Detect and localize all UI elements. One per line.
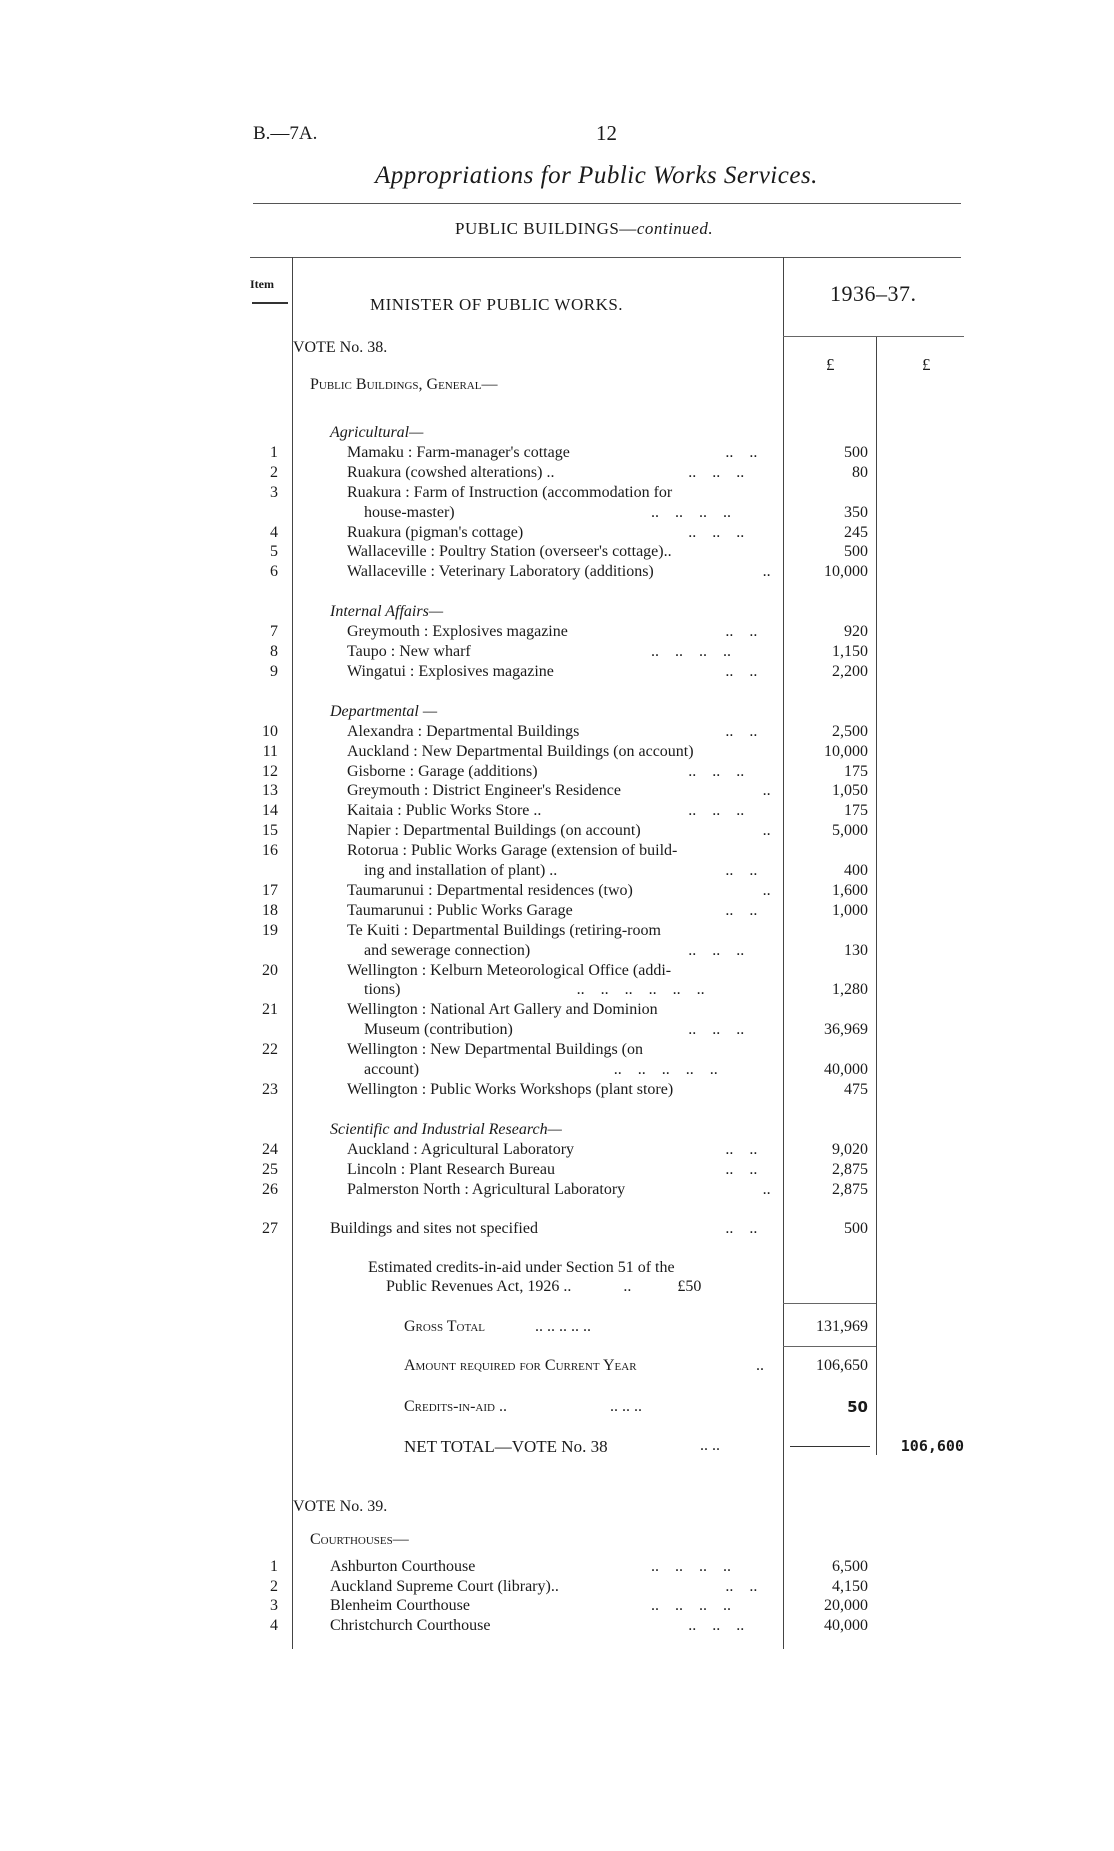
vote-38-title: VOTE No. 38.	[293, 339, 388, 356]
subtitle-rule	[250, 257, 961, 258]
leader-dots: .. .. ..	[688, 941, 745, 959]
vote-38-row	[0, 1160, 1000, 1180]
vote-38-row	[0, 1219, 1000, 1239]
vote-38-heading: Public Buildings, General—	[310, 376, 498, 393]
credits-note-line1: Estimated credits-in-aid under Section 51 of the	[368, 1259, 675, 1276]
vote-38-row	[0, 1060, 1000, 1080]
item-description: house-master)	[364, 503, 455, 521]
item-number: 3	[270, 483, 278, 501]
item-description: Mamaku : Farm-manager's cottage	[347, 443, 570, 461]
vote-38-row	[0, 483, 1000, 503]
item-amount: 9,020	[832, 1140, 868, 1158]
item-amount: 475	[844, 1080, 868, 1098]
item-description: Wellington : Kelburn Meteorological Office (addi-	[347, 961, 672, 979]
item-number: 7	[270, 623, 278, 641]
item-amount: 500	[844, 543, 868, 561]
category-heading: Internal Affairs—	[330, 603, 444, 621]
item-description: Taumarunui : Public Works Garage	[347, 901, 573, 919]
vote-38-row	[0, 1120, 1000, 1140]
credits-note-rule	[783, 1303, 876, 1304]
item-number: 23	[262, 1080, 278, 1098]
amount-required-dots: ..	[756, 1357, 764, 1374]
item-description: Alexandra : Departmental Buildings	[347, 722, 580, 740]
item-number: 16	[262, 842, 278, 860]
leader-dots: ..	[762, 782, 771, 800]
item-description: Ruakura : Farm of Instruction (accommodation for	[347, 483, 673, 501]
amount-required-label: Amount required for Current Year	[404, 1357, 637, 1374]
vote-38-row	[0, 542, 1000, 562]
leader-dots: .. .. .. .. ..	[613, 1061, 718, 1078]
item-description: Kaitaia : Public Works Store ..	[347, 802, 542, 820]
vote-38-row	[0, 801, 1000, 821]
vote-38-row	[0, 622, 1000, 642]
credits-note-dots: ..	[623, 1278, 632, 1295]
credits-note-amount: £50	[677, 1278, 702, 1295]
gross-total-rule	[783, 1346, 876, 1347]
credits-in-aid-dots: .. .. ..	[610, 1398, 642, 1415]
item-number: 8	[270, 643, 278, 660]
item-description: and sewerage connection)	[364, 941, 531, 959]
item-number: 22	[262, 1041, 278, 1059]
item-number: 1	[270, 443, 278, 461]
item-description: Auckland : New Departmental Buildings (on account)	[347, 742, 694, 760]
leader-dots: .. ..	[725, 662, 758, 680]
item-amount: 1,000	[832, 901, 868, 919]
vote-38-row	[0, 961, 1000, 981]
item-amount: 1,600	[832, 881, 868, 899]
item-number: 3	[270, 1597, 278, 1615]
item-number: 4	[270, 523, 278, 541]
item-description: Blenheim Courthouse	[330, 1597, 470, 1615]
vote-39-row	[0, 1577, 1000, 1597]
item-description: Wellington : National Art Gallery and Dominion	[347, 1001, 658, 1019]
item-number: 17	[262, 881, 278, 899]
vote-38-row	[0, 662, 1000, 682]
item-description: Napier : Departmental Buildings (on account)	[347, 822, 641, 840]
item-number: 9	[270, 662, 278, 680]
item-number: 20	[262, 961, 278, 979]
document-reference: B.—7A.	[253, 123, 318, 144]
vote-38-row	[0, 1040, 1000, 1060]
item-description: Wallaceville : Veterinary Laboratory (additions)	[347, 563, 654, 581]
leader-dots: .. ..	[725, 443, 758, 461]
item-amount: 500	[844, 443, 868, 461]
amount-required-amount: 106,650	[816, 1357, 868, 1374]
leader-dots: .. .. ..	[688, 463, 745, 481]
item-number: 12	[262, 762, 278, 780]
net-total-amount: 106,600	[900, 1437, 964, 1455]
leader-dots: .. .. .. ..	[651, 503, 731, 521]
item-amount: 10,000	[824, 742, 868, 760]
leader-dots: .. .. .. .. .. ..	[576, 981, 705, 999]
item-column-header: Item	[250, 277, 274, 291]
credits-in-aid-amount: 50	[847, 1398, 868, 1416]
leader-dots: .. ..	[725, 1160, 758, 1178]
gross-total-label: Gross Total	[404, 1318, 486, 1335]
minister-heading: MINISTER OF PUBLIC WORKS.	[370, 295, 624, 314]
item-description: Christchurch Courthouse	[330, 1616, 491, 1634]
item-amount: 2,500	[832, 722, 868, 740]
vote-38-row	[0, 821, 1000, 841]
credits-note-line2	[386, 1278, 701, 1296]
leader-dots: .. ..	[725, 901, 758, 919]
item-description: Te Kuiti : Departmental Buildings (retiring-room	[347, 921, 661, 939]
item-amount: 1,050	[832, 782, 868, 800]
item-description: Gisborne : Garage (additions)	[347, 762, 538, 780]
vote-38-row	[0, 503, 1000, 523]
gross-total-amount: 131,969	[816, 1318, 868, 1335]
vote-38-row	[0, 523, 1000, 543]
leader-dots: ..	[762, 563, 771, 581]
item-description: Greymouth : District Engineer's Residence	[347, 782, 621, 800]
item-amount: 2,200	[832, 662, 868, 680]
item-amount: 920	[844, 623, 868, 641]
item-description: tions)	[364, 981, 401, 999]
section-subtitle	[455, 219, 713, 239]
vote-38-row	[0, 463, 1000, 483]
item-description: Greymouth : Explosives magazine	[347, 623, 568, 641]
item-amount: 40,000	[824, 1061, 868, 1078]
leader-dots: .. .. ..	[688, 523, 745, 541]
item-amount: 6,500	[832, 1558, 868, 1575]
item-description: Wallaceville : Poultry Station (overseer's cottage)..	[347, 543, 672, 561]
credits-in-aid-label: Credits-in-aid ..	[404, 1398, 507, 1415]
page-number: 12	[596, 121, 617, 145]
vote-39-title: VOTE No. 39.	[293, 1498, 388, 1515]
item-amount: 40,000	[824, 1616, 868, 1634]
item-number: 10	[262, 722, 278, 740]
item-number: 2	[270, 1577, 278, 1595]
net-total-dots: .. ..	[700, 1437, 720, 1454]
vote-38-row	[0, 1080, 1000, 1100]
vote-39-row	[0, 1596, 1000, 1616]
leader-dots: .. .. .. ..	[651, 643, 731, 660]
item-amount: 5,000	[832, 822, 868, 840]
page-title: Appropriations for Public Works Services.	[375, 162, 818, 189]
item-number: 18	[262, 901, 278, 919]
item-description: Wellington : Public Works Workshops (plant store)	[347, 1080, 674, 1098]
title-rule	[253, 203, 961, 204]
vote-38-row	[0, 841, 1000, 861]
item-amount: 175	[844, 802, 868, 820]
leader-dots: ..	[762, 1180, 771, 1198]
leader-dots: .. ..	[725, 1140, 758, 1158]
item-number: 1	[270, 1558, 278, 1575]
vote-39-row	[0, 1557, 1000, 1577]
leader-dots: .. ..	[725, 623, 758, 641]
vote-38-row	[0, 781, 1000, 801]
vote-38-row	[0, 722, 1000, 742]
item-number: 14	[262, 802, 278, 820]
currency-header-col2: £	[922, 355, 931, 374]
leader-dots: .. .. .. ..	[651, 1597, 731, 1615]
item-description: Ashburton Courthouse	[330, 1558, 476, 1575]
item-number: 5	[270, 543, 278, 561]
vote-38-row	[0, 941, 1000, 961]
item-amount: 1,280	[832, 981, 868, 999]
item-number: 13	[262, 782, 278, 800]
item-number: 21	[262, 1001, 278, 1019]
vote-38-row	[0, 742, 1000, 762]
item-number: 24	[262, 1140, 278, 1158]
leader-dots: ..	[762, 822, 771, 840]
category-heading: Scientific and Industrial Research—	[330, 1120, 562, 1138]
vote-38-row	[0, 1000, 1000, 1020]
financial-year-heading: 1936–37.	[830, 281, 917, 306]
vote-38-row	[0, 881, 1000, 901]
item-description: account)	[364, 1061, 420, 1078]
item-header-rule	[252, 302, 288, 304]
item-amount: 80	[852, 463, 868, 481]
item-description: Taupo : New wharf	[347, 643, 471, 660]
vote-38-row	[0, 861, 1000, 881]
year-header-rule	[783, 336, 964, 337]
item-amount: 2,875	[832, 1180, 868, 1198]
item-description: Museum (contribution)	[364, 1021, 513, 1039]
item-amount: 175	[844, 762, 868, 780]
vote-39-row	[0, 1616, 1000, 1636]
subtitle-continued: continued.	[636, 219, 714, 238]
item-description: Auckland Supreme Court (library)..	[330, 1577, 559, 1595]
vote-38-row	[0, 1020, 1000, 1040]
item-amount: 4,150	[832, 1577, 868, 1595]
item-number: 2	[270, 463, 278, 481]
item-description: Buildings and sites not specified	[330, 1220, 538, 1238]
item-number: 19	[262, 921, 278, 939]
item-number: 25	[262, 1160, 278, 1178]
item-number: 6	[270, 563, 278, 581]
item-description: Lincoln : Plant Research Bureau	[347, 1160, 555, 1178]
item-description: Taumarunui : Departmental residences (two)	[347, 881, 633, 899]
net-total-label: NET TOTAL—VOTE No. 38	[404, 1437, 608, 1456]
item-amount: 245	[844, 523, 868, 541]
vote-38-row	[0, 1140, 1000, 1160]
leader-dots: .. .. .. ..	[651, 1558, 731, 1575]
item-number: 15	[262, 822, 278, 840]
vote-39-heading: Courthouses—	[310, 1531, 409, 1548]
gross-total-dots: .. .. .. .. ..	[535, 1318, 591, 1335]
leader-dots: .. ..	[725, 1220, 758, 1238]
credits-note-text: Public Revenues Act, 1926 ..	[386, 1278, 572, 1295]
item-amount: 20,000	[824, 1597, 868, 1615]
item-number: 4	[270, 1616, 278, 1634]
vote-38-row	[0, 980, 1000, 1000]
currency-header-col1: £	[826, 355, 835, 374]
leader-dots: ..	[762, 881, 771, 899]
item-description: Wellington : New Departmental Buildings (on	[347, 1041, 643, 1059]
vote-38-row	[0, 562, 1000, 582]
item-description: Palmerston North : Agricultural Laboratory	[347, 1180, 626, 1198]
item-amount: 2,875	[832, 1160, 868, 1178]
leader-dots: .. .. ..	[688, 1616, 745, 1634]
vote-38-row	[0, 642, 1000, 662]
item-amount: 500	[844, 1220, 868, 1238]
item-number: 26	[262, 1180, 278, 1198]
subtitle-main: PUBLIC BUILDINGS—	[455, 219, 637, 238]
item-description: Rotorua : Public Works Garage (extension of build-	[347, 842, 678, 860]
vote-38-row	[0, 921, 1000, 941]
leader-dots: .. .. ..	[688, 802, 745, 820]
vote-38-row	[0, 762, 1000, 782]
item-description: Ruakura (cowshed alterations) ..	[347, 463, 555, 481]
category-heading: Departmental —	[330, 702, 438, 720]
leader-dots: .. ..	[725, 1577, 758, 1595]
item-amount: 350	[844, 503, 868, 521]
vote-38-row	[0, 602, 1000, 622]
vote-38-row	[0, 702, 1000, 722]
leader-dots: .. ..	[725, 722, 758, 740]
vote-38-row	[0, 901, 1000, 921]
category-heading: Agricultural—	[330, 424, 424, 441]
net-total-rule	[790, 1446, 870, 1447]
vote-38-row	[0, 423, 1000, 443]
leader-dots: .. ..	[725, 862, 758, 879]
item-amount: 36,969	[824, 1021, 868, 1039]
vote-38-row	[0, 1180, 1000, 1200]
item-amount: 130	[844, 941, 868, 959]
item-description: Wingatui : Explosives magazine	[347, 662, 554, 680]
leader-dots: .. .. ..	[688, 762, 745, 780]
item-amount: 400	[844, 862, 868, 879]
leader-dots: .. .. ..	[688, 1021, 745, 1039]
item-amount: 1,150	[832, 643, 868, 660]
item-description: Auckland : Agricultural Laboratory	[347, 1140, 575, 1158]
vote-38-row	[0, 443, 1000, 463]
item-description: ing and installation of plant) ..	[364, 862, 558, 879]
item-number: 11	[262, 742, 278, 760]
item-amount: 10,000	[824, 563, 868, 581]
item-number: 27	[262, 1220, 278, 1238]
item-description: Ruakura (pigman's cottage)	[347, 523, 524, 541]
